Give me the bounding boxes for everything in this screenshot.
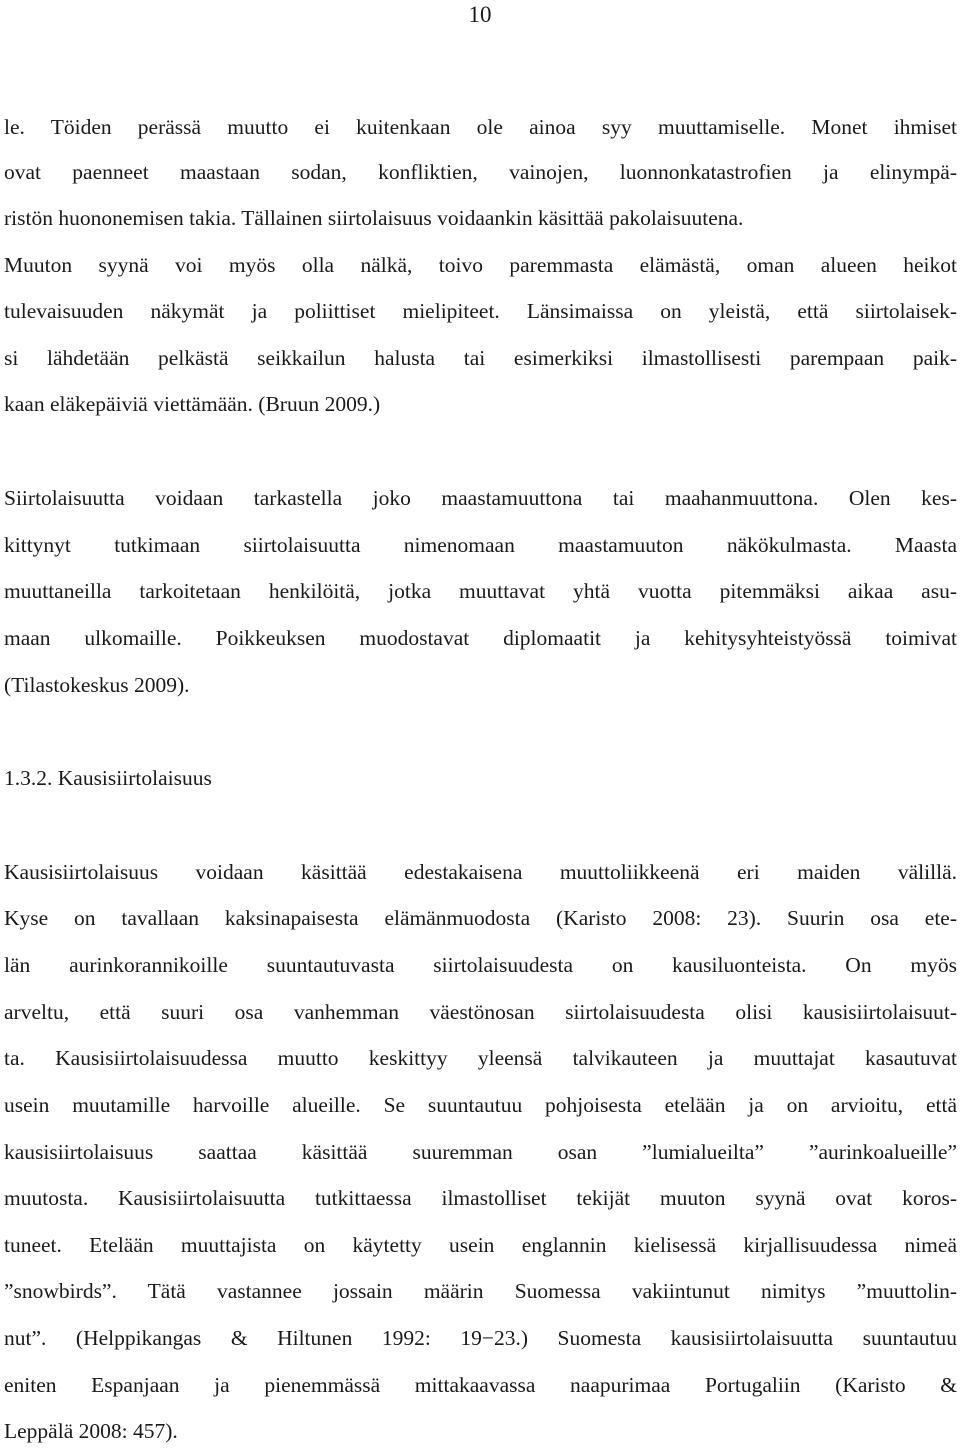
text-line: Kyse on tavallaan kaksinapaisesta elämänmuodosta (Karisto 2008: 23). Suurin osa ete- [4, 906, 957, 930]
text-line: län aurinkorannikoille suuntautuvasta siirtolaisuudesta on kausiluonteista. On myös [4, 953, 957, 977]
text-line: ristön huononemisen takia. Tällainen siirtolaisuus voidaankin käsittää pakolaisuutena. [4, 206, 744, 230]
text-line: usein muutamille harvoille alueille. Se suuntautuu pohjoisesta etelään ja on arvioitu, että [4, 1093, 957, 1117]
text-line: ta. Kausisiirtolaisuudessa muutto keskittyy yleensä talvikauteen ja muuttajat kasautuvat [4, 1046, 957, 1070]
text-line: Siirtolaisuutta voidaan tarkastella joko maastamuuttona tai maahanmuuttona. Olen kes- [4, 486, 957, 510]
text-line: kittynyt tutkimaan siirtolaisuutta nimenomaan maastamuuton näkökulmasta. Maasta [4, 533, 957, 557]
text-line: kausisiirtolaisuus saattaa käsittää suuremman osan ”lumialueilta” ”aurinkoalueille” [4, 1140, 957, 1164]
text-line: Leppälä 2008: 457). [4, 1419, 178, 1443]
text-line: eniten Espanjaan ja pienemmässä mittakaavassa naapurimaa Portugaliin (Karisto & [4, 1373, 957, 1397]
text-line: ovat paenneet maastaan sodan, konfliktien, vainojen, luonnonkatastrofien ja elinympä- [4, 160, 957, 184]
text-line: le. Töiden perässä muutto ei kuitenkaan ole ainoa syy muuttamiselle. Monet ihmiset [4, 115, 957, 139]
text-line: si lähdetään pelkästä seikkailun halusta tai esimerkiksi ilmastollisesti parempaan paik- [4, 346, 957, 370]
text-line: Muuton syynä voi myös olla nälkä, toivo paremmasta elämästä, oman alueen heikot [4, 253, 957, 277]
text-line: nut”. (Helppikangas & Hiltunen 1992: 19−23.) Suomesta kausisiirtolaisuutta suuntautuu [4, 1326, 957, 1350]
text-line: (Tilastokeskus 2009). [4, 673, 190, 697]
text-line: muuttaneilla tarkoitetaan henkilöitä, jotka muuttavat yhtä vuotta pitemmäksi aikaa asu- [4, 579, 957, 603]
text-line: ”snowbirds”. Tätä vastannee jossain määrin Suomessa vakiintunut nimitys ”muuttolin- [4, 1279, 957, 1303]
page-number: 10 [468, 2, 492, 27]
section-heading: 1.3.2. Kausisiirtolaisuus [4, 766, 212, 790]
text-line: tulevaisuuden näkymät ja poliittiset mielipiteet. Länsimaissa on yleistä, että siirtolaisek- [4, 299, 957, 323]
text-line: Kausisiirtolaisuus voidaan käsittää edestakaisena muuttoliikkeenä eri maiden välillä. [4, 860, 957, 884]
text-line: arveltu, että suuri osa vanhemman väestönosan siirtolaisuudesta olisi kausisiirtolaisuut- [4, 1000, 957, 1024]
text-line: kaan eläkepäiviä viettämään. (Bruun 2009.) [4, 392, 381, 416]
text-line: tuneet. Etelään muuttajista on käytetty usein englannin kielisessä kirjallisuudessa nimeä [4, 1233, 957, 1257]
text-line: muutosta. Kausisiirtolaisuutta tutkittaessa ilmastolliset tekijät muuton syynä ovat koros- [4, 1186, 957, 1210]
text-line: maan ulkomaille. Poikkeuksen muodostavat diplomaatit ja kehitysyhteistyössä toimivat [4, 626, 957, 650]
